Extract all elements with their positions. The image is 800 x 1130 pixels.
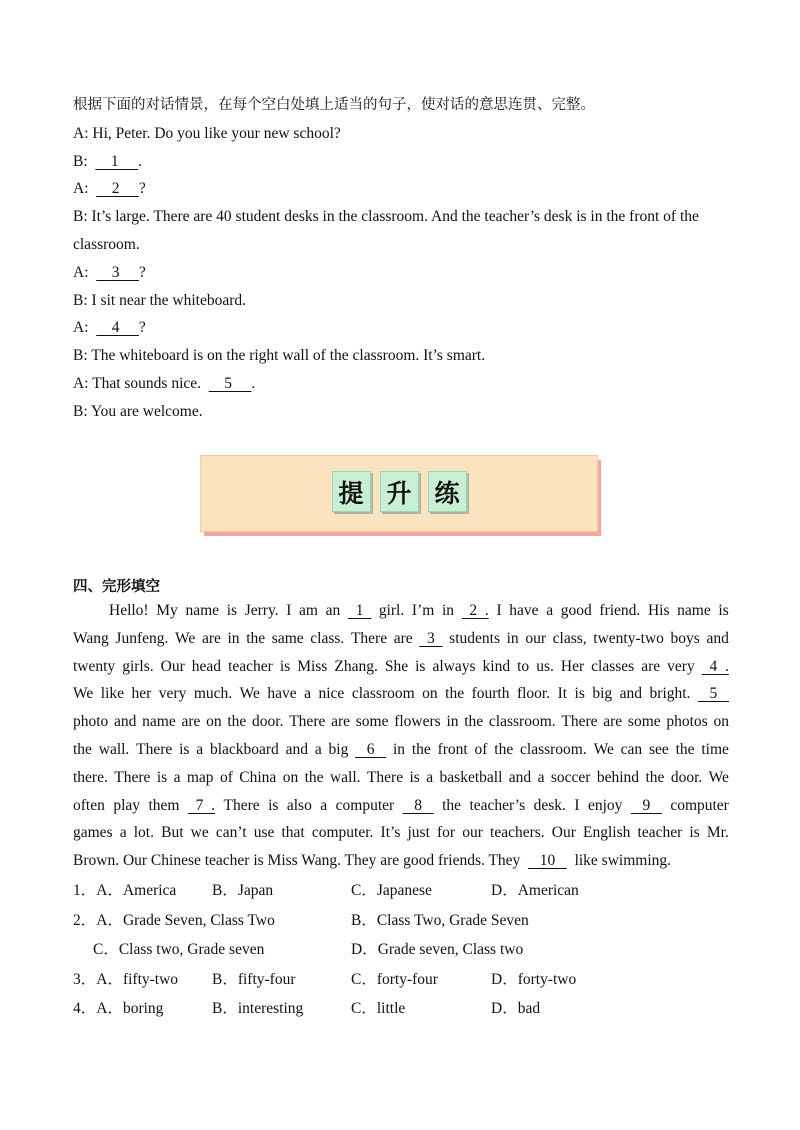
answer-options xyxy=(73,876,729,1024)
passage-word: that xyxy=(281,824,305,842)
passage-word: classroom xyxy=(351,685,415,703)
passage-word: There xyxy=(350,629,388,647)
passage-word: friend. xyxy=(599,602,641,619)
passage-word: Mr. xyxy=(706,824,729,842)
passage-word: Hello! xyxy=(109,602,149,619)
passage-word: There xyxy=(223,796,260,814)
dialogue-line: A: 2 ? xyxy=(73,175,729,203)
passage-word: just xyxy=(407,824,430,842)
answer-blank-4: 4 xyxy=(96,319,139,337)
passage-word: we xyxy=(190,824,209,842)
passage-word: have xyxy=(267,685,297,703)
option-choice: D．American xyxy=(491,882,579,899)
passage-word: classroom. xyxy=(488,713,556,731)
passage-word: enjoy xyxy=(587,796,623,814)
passage-word: Wang xyxy=(73,629,109,647)
passage-word: kind xyxy=(482,657,511,675)
passage-word: our xyxy=(525,629,546,647)
passage-word: play xyxy=(113,796,140,814)
answer-blank-5: 5 xyxy=(208,374,252,392)
option-row xyxy=(73,994,729,1024)
passage-word: there. xyxy=(73,768,108,786)
option-row xyxy=(73,906,729,936)
passage-word: are xyxy=(603,713,623,731)
option-choice: 4．A．boring xyxy=(73,1000,164,1017)
passage-word: a xyxy=(314,740,322,758)
passage-word: the xyxy=(464,713,484,731)
passage-word: map xyxy=(186,768,214,786)
passage-line xyxy=(73,680,729,708)
option-choice: C．little xyxy=(351,1000,406,1017)
passage-word: boys xyxy=(670,629,700,647)
passage-word: lot. xyxy=(133,824,154,842)
cloze-blank: 1 xyxy=(347,602,372,619)
cloze-blank: 9 xyxy=(630,796,662,814)
passage-word: see xyxy=(648,740,669,758)
passage-word: for xyxy=(437,824,456,842)
banner-panel xyxy=(200,455,598,532)
passage-word: door. xyxy=(670,768,703,786)
passage-word: like xyxy=(100,685,125,703)
option-choice: B．Japan xyxy=(212,882,274,899)
passage-word: can xyxy=(620,740,643,758)
passage-text: Brown. Our Chinese teacher is Miss Wang. They are good friends. They xyxy=(73,852,529,870)
passage-word: a xyxy=(537,768,545,786)
passage-word: It xyxy=(557,685,568,703)
passage-word: us. xyxy=(536,657,554,675)
passage-word: a xyxy=(173,768,181,786)
passage-word: often xyxy=(73,796,105,814)
passage-line xyxy=(73,819,729,847)
passage-word: But xyxy=(161,824,184,842)
passage-word: a xyxy=(320,796,328,814)
answer-blank-2: 2 xyxy=(96,180,139,198)
option-choice: B．fifty-four xyxy=(212,970,296,988)
passage-word: and xyxy=(619,685,643,703)
passage-word: our xyxy=(462,824,483,842)
passage-word: It’s xyxy=(380,824,401,842)
passage-word: basketball xyxy=(439,768,503,786)
passage-word: There xyxy=(114,768,151,786)
passage-word: girls. xyxy=(122,657,154,675)
passage-word: in xyxy=(227,629,240,647)
passage-word: a xyxy=(304,685,312,703)
passage-word: desk. xyxy=(533,796,566,814)
dialogue-line: A: That sounds nice. 5 . xyxy=(73,370,729,398)
passage-word: teacher xyxy=(228,657,273,675)
passage-word: the xyxy=(442,796,462,814)
passage-word: always xyxy=(432,657,476,675)
banner-char: 提 xyxy=(332,471,371,512)
passage-word: in xyxy=(446,713,459,731)
passage-word: flowers xyxy=(394,713,441,731)
passage-word: are xyxy=(181,713,201,731)
option-choice: 2．A．Grade Seven, Class Two xyxy=(73,911,275,929)
passage-word: time xyxy=(701,740,729,758)
passage-word: We xyxy=(593,740,614,758)
dialogue-line: B: You are welcome. xyxy=(73,402,203,420)
passage-word: classroom. xyxy=(520,740,587,758)
passage-word: teacher xyxy=(637,824,683,842)
dialogue-line: A: Hi, Peter. Do you like your new school? xyxy=(73,124,341,142)
passage-word: His xyxy=(647,602,670,619)
passage-word: the xyxy=(645,768,665,786)
passage-word: China xyxy=(239,768,277,786)
passage-word: to xyxy=(517,657,530,675)
passage-line xyxy=(73,653,729,681)
passage-word: good xyxy=(560,602,592,619)
passage-word: some xyxy=(355,713,389,731)
dialogue-line: B: The whiteboard is on the right wall of the classroom. It’s smart. xyxy=(73,347,486,365)
passage-word: Our xyxy=(160,657,185,675)
passage-word: of xyxy=(219,768,233,786)
passage-word: twenty xyxy=(73,657,116,675)
passage-word: very xyxy=(667,657,695,675)
section-title: 四、完形填空 xyxy=(73,579,160,595)
passage-word: is xyxy=(574,685,585,703)
passage-word: the xyxy=(411,740,431,758)
passage-word: the xyxy=(304,768,324,786)
instruction-text: 根据下面的对话情景，在每个空白处填上适当的句子，使对话的意思连贯、完整。 xyxy=(73,97,595,113)
passage-word: photos xyxy=(666,713,708,731)
option-choice: C．forty-four xyxy=(351,970,438,988)
passage-word: I xyxy=(574,796,580,814)
passage-line xyxy=(73,847,729,875)
cloze-blank: 4 . xyxy=(701,657,729,675)
passage-word: is xyxy=(718,602,729,619)
dialogue-line: classroom. xyxy=(73,235,140,253)
answer-blank-3: 3 xyxy=(96,263,139,281)
passage-word: nice xyxy=(318,685,345,703)
banner-char: 升 xyxy=(380,471,419,512)
passage-word: There xyxy=(136,740,173,758)
banner-char: 练 xyxy=(428,471,467,512)
passage-word: the xyxy=(227,713,247,731)
passage-word: very xyxy=(158,685,187,703)
dialogue-line: B: I sit near the whiteboard. xyxy=(73,291,247,309)
passage-text: like swimming. xyxy=(566,852,672,870)
passage-word: and xyxy=(285,740,308,758)
passage-word: girl. xyxy=(378,602,405,619)
passage-word: are xyxy=(331,713,351,731)
passage-line xyxy=(73,736,729,764)
passage-word: same xyxy=(271,629,304,647)
passage-line xyxy=(73,792,729,820)
passage-word: much. xyxy=(193,685,233,703)
passage-word: I xyxy=(286,602,292,619)
passage-word: soccer xyxy=(550,768,591,786)
passage-word: have xyxy=(509,602,539,619)
passage-word: a xyxy=(426,768,434,786)
passage-word: is xyxy=(179,740,190,758)
passage-line xyxy=(73,708,729,736)
option-choice: B．interesting xyxy=(212,1000,304,1017)
passage-word: is xyxy=(226,602,238,619)
passage-word: wall. xyxy=(98,740,130,758)
passage-word: and xyxy=(508,768,532,786)
passage-word: is xyxy=(268,796,279,814)
passage-word: a xyxy=(196,740,204,758)
passage-word: computer. xyxy=(311,824,374,842)
passage-word: of xyxy=(474,740,488,758)
passage-word: Our xyxy=(551,824,576,842)
passage-word: the xyxy=(675,740,695,758)
passage-word: We xyxy=(175,629,196,647)
passage-word: computer xyxy=(335,796,395,814)
passage-word: fourth xyxy=(471,685,510,703)
passage-word: blackboard xyxy=(209,740,279,758)
answer-blank-1: 1 xyxy=(95,152,139,170)
passage-word: on xyxy=(282,768,299,786)
dialogue-section xyxy=(73,92,729,426)
passage-word: Miss xyxy=(297,657,328,675)
passage-word: There xyxy=(561,713,598,731)
passage-word: and xyxy=(114,713,137,731)
passage-word: is xyxy=(156,768,168,786)
passage-word: twenty-two xyxy=(593,629,664,647)
cloze-blank: 10 xyxy=(528,852,567,870)
dialogue-line: B: It’s large. There are 40 student desks in the classroom. And the teacher’s desk is in the front of the xyxy=(73,208,699,226)
passage-word: There xyxy=(366,768,404,786)
option-choice: B．Class Two, Grade Seven xyxy=(351,911,529,929)
passage-word: them xyxy=(148,796,180,814)
passage-word: is xyxy=(689,824,700,842)
passage-word: We xyxy=(73,685,94,703)
dialogue-line: A: 3 ? xyxy=(73,259,729,287)
passage-word: front xyxy=(437,740,468,758)
passage-word: behind xyxy=(596,768,640,786)
cloze-blank: 8 xyxy=(402,796,434,814)
passage-word: the xyxy=(494,740,514,758)
cloze-blank: 6 xyxy=(355,740,387,758)
passage-word: also xyxy=(286,796,312,814)
passage-word: are xyxy=(393,629,413,647)
passage-word: door. xyxy=(252,713,284,731)
passage-word: can’t xyxy=(215,824,247,842)
passage-word: a xyxy=(546,602,554,619)
cloze-blank: 5 xyxy=(697,685,729,703)
option-choice: D．forty-two xyxy=(491,970,577,988)
passage-word: is xyxy=(415,657,426,675)
cloze-passage xyxy=(73,597,729,875)
passage-word: Zhang. xyxy=(334,657,378,675)
passage-word: class. xyxy=(310,629,345,647)
passage-word: We xyxy=(708,768,729,786)
passage-word: a xyxy=(119,824,127,842)
option-row xyxy=(73,876,729,906)
passage-word: My xyxy=(156,602,178,619)
passage-word: in xyxy=(441,602,455,619)
passage-word: the xyxy=(246,629,266,647)
option-choice: D．bad xyxy=(491,1000,541,1017)
passage-word: English xyxy=(583,824,631,842)
passage-word: students xyxy=(449,629,500,647)
passage-word: games xyxy=(73,824,113,842)
passage-word: She xyxy=(384,657,409,675)
passage-word: head xyxy=(191,657,222,675)
passage-word: Her xyxy=(560,657,585,675)
option-row xyxy=(73,965,729,995)
dialogue-line: A: 4 ? xyxy=(73,314,729,342)
passage-word: photo xyxy=(73,713,109,731)
dialogue-line: B: 1 . xyxy=(73,148,729,176)
passage-word: are xyxy=(641,657,661,675)
option-choice: 1．A．America xyxy=(73,882,177,899)
passage-word: and xyxy=(706,629,729,647)
option-choice: D．Grade seven, Class two xyxy=(351,941,524,958)
passage-word: floor. xyxy=(516,685,551,703)
passage-word: I xyxy=(496,602,502,619)
passage-word: the xyxy=(73,740,92,758)
passage-word: on xyxy=(422,685,438,703)
passage-word: use xyxy=(253,824,275,842)
passage-line xyxy=(73,764,729,792)
passage-word: on xyxy=(206,713,222,731)
passage-word: big xyxy=(328,740,349,758)
option-choice: C．Class two, Grade seven xyxy=(93,941,265,958)
section-banner xyxy=(200,455,600,535)
passage-word: is xyxy=(409,768,420,786)
passage-word: name xyxy=(185,602,220,619)
passage-word: in xyxy=(506,629,519,647)
passage-word: name xyxy=(142,713,176,731)
passage-word: in xyxy=(392,740,406,758)
option-choice: C．Japanese xyxy=(351,882,432,899)
passage-word: I’m xyxy=(411,602,435,619)
cloze-blank: 7 . xyxy=(187,796,216,814)
passage-word: We xyxy=(239,685,260,703)
passage-word: teachers. xyxy=(490,824,545,842)
cloze-blank: 3 xyxy=(419,629,443,647)
passage-word: bright. xyxy=(649,685,691,703)
passage-word: her xyxy=(131,685,152,703)
passage-word: classes xyxy=(591,657,635,675)
cloze-blank: 2 . xyxy=(461,602,489,619)
passage-line xyxy=(73,625,729,653)
passage-word: wall. xyxy=(329,768,361,786)
passage-word: big xyxy=(592,685,613,703)
passage-word: Junfeng. xyxy=(115,629,169,647)
passage-word: am xyxy=(299,602,318,619)
passage-word: an xyxy=(325,602,341,619)
passage-word: Jerry. xyxy=(244,602,279,619)
passage-word: are xyxy=(201,629,221,647)
passage-word: There xyxy=(289,713,326,731)
option-row xyxy=(73,935,729,965)
passage-word: teacher’s xyxy=(469,796,526,814)
passage-word: the xyxy=(445,685,465,703)
passage-word: on xyxy=(713,713,729,731)
passage-word: some xyxy=(627,713,661,731)
passage-word: class, xyxy=(552,629,587,647)
passage-word: computer xyxy=(670,796,729,814)
passage-word: name xyxy=(677,602,711,619)
passage-line xyxy=(73,597,729,625)
passage-word: is xyxy=(279,657,291,675)
option-choice: 3．A．fifty-two xyxy=(73,970,179,988)
